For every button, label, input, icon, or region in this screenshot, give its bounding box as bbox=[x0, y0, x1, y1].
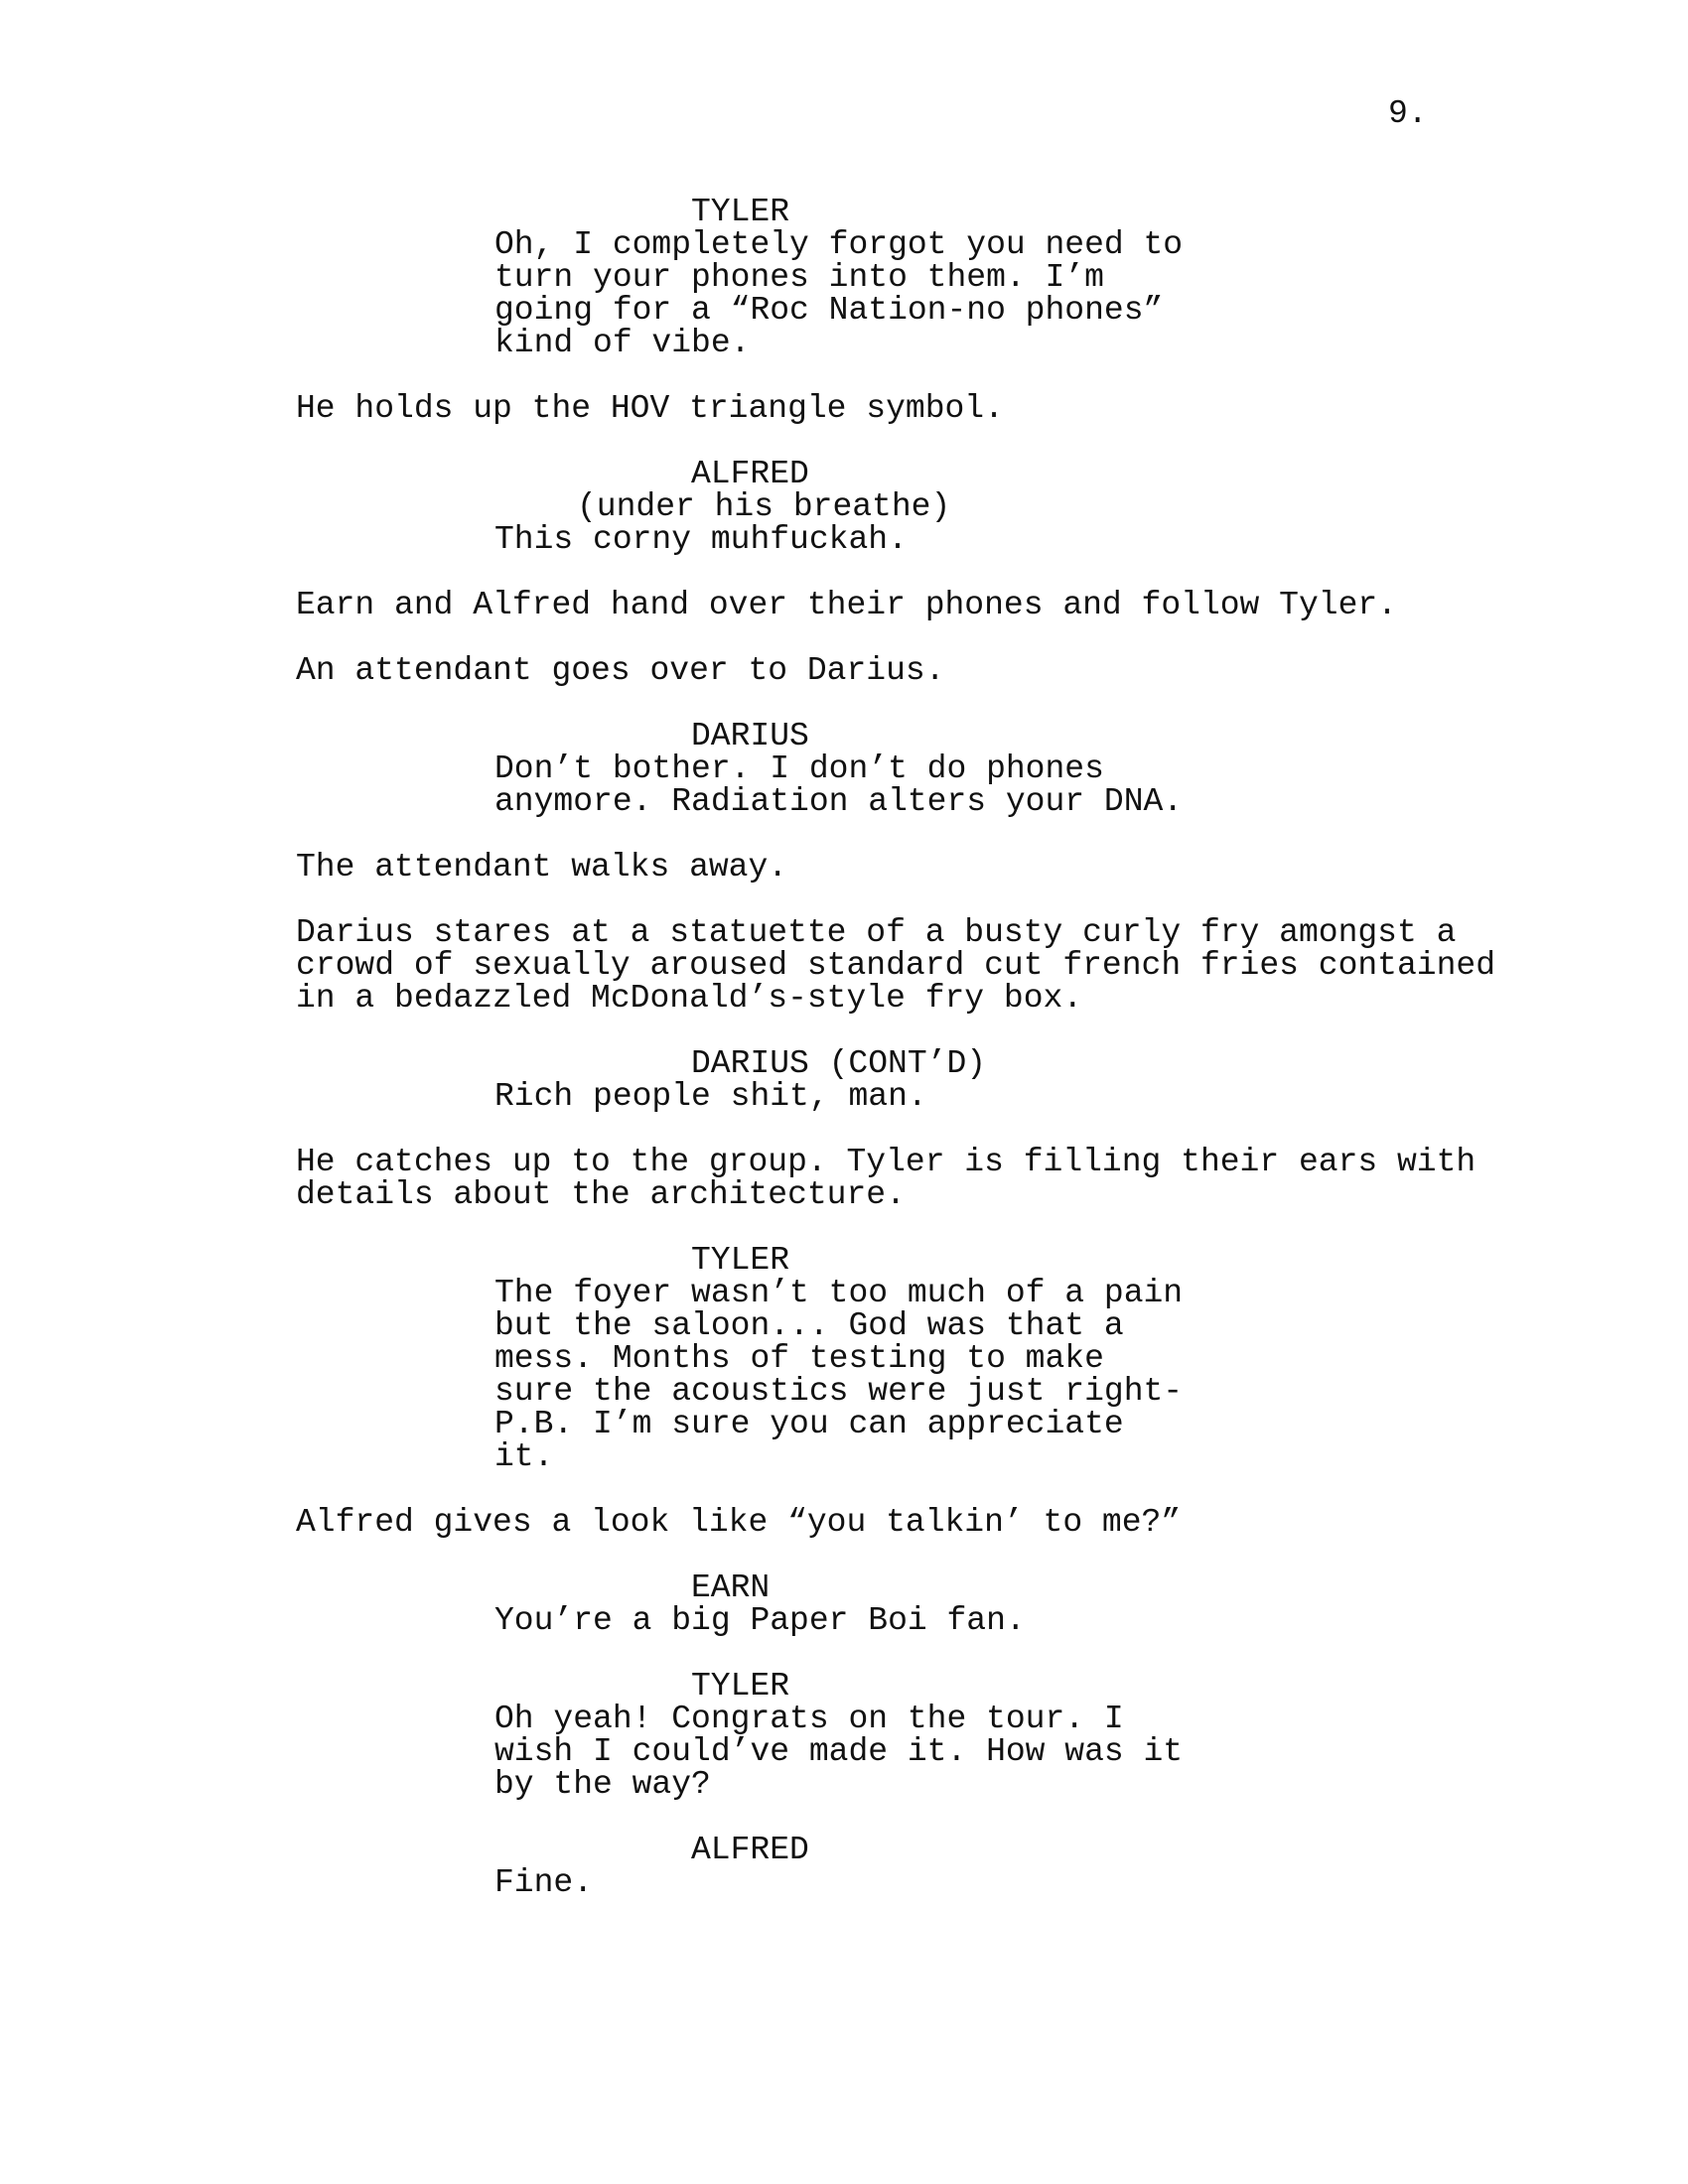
action-line: He holds up the HOV triangle symbol. bbox=[296, 390, 1004, 427]
dialogue-line: sure the acoustics were just right- bbox=[494, 1373, 1184, 1410]
dialogue-line: Oh yeah! Congrats on the tour. I bbox=[494, 1701, 1124, 1737]
character-name: ALFRED bbox=[691, 456, 809, 492]
character-name: DARIUS bbox=[691, 718, 809, 754]
dialogue-line: P.B. I’m sure you can appreciate bbox=[494, 1406, 1124, 1442]
dialogue-line: wish I could’ve made it. How was it bbox=[494, 1733, 1184, 1770]
action-line: Earn and Alfred hand over their phones and follow Tyler. bbox=[296, 587, 1397, 623]
page-number: 9. bbox=[1388, 95, 1428, 132]
dialogue-line: it. bbox=[494, 1438, 554, 1475]
dialogue-line: You’re a big Paper Boi fan. bbox=[494, 1602, 1026, 1639]
dialogue-line: Oh, I completely forgot you need to bbox=[494, 226, 1184, 263]
dialogue-line: Fine. bbox=[494, 1864, 594, 1901]
character-name: TYLER bbox=[691, 1242, 790, 1279]
character-name: TYLER bbox=[691, 194, 790, 230]
dialogue-line: This corny muhfuckah. bbox=[494, 521, 908, 558]
parenthetical: (under his breathe) bbox=[577, 488, 951, 525]
character-name: TYLER bbox=[691, 1668, 790, 1705]
action-line: An attendant goes over to Darius. bbox=[296, 652, 945, 689]
dialogue-line: turn your phones into them. I’m bbox=[494, 259, 1104, 296]
character-name: EARN bbox=[691, 1570, 771, 1606]
action-line: The attendant walks away. bbox=[296, 849, 788, 886]
action-line: Alfred gives a look like “you talkin’ to me?” bbox=[296, 1504, 1182, 1541]
action-line: details about the architecture. bbox=[296, 1176, 906, 1213]
dialogue-line: by the way? bbox=[494, 1766, 711, 1803]
action-line: Darius stares at a statuette of a busty curly fry amongst a bbox=[296, 914, 1457, 951]
dialogue-line: Rich people shit, man. bbox=[494, 1078, 927, 1115]
character-name: ALFRED bbox=[691, 1832, 809, 1868]
dialogue-line: anymore. Radiation alters your DNA. bbox=[494, 783, 1184, 820]
dialogue-line: but the saloon... God was that a bbox=[494, 1307, 1124, 1344]
character-name: DARIUS (CONT’D) bbox=[691, 1045, 987, 1082]
dialogue-line: kind of vibe. bbox=[494, 325, 751, 361]
dialogue-line: going for a “Roc Nation-no phones” bbox=[494, 292, 1164, 329]
action-line: He catches up to the group. Tyler is filling their ears with bbox=[296, 1144, 1477, 1180]
dialogue-line: The foyer wasn’t too much of a pain bbox=[494, 1275, 1184, 1311]
action-line: in a bedazzled McDonald’s-style fry box. bbox=[296, 980, 1083, 1017]
dialogue-line: Don’t bother. I don’t do phones bbox=[494, 751, 1104, 787]
action-line: crowd of sexually aroused standard cut french fries contained bbox=[296, 947, 1495, 984]
dialogue-line: mess. Months of testing to make bbox=[494, 1340, 1104, 1377]
